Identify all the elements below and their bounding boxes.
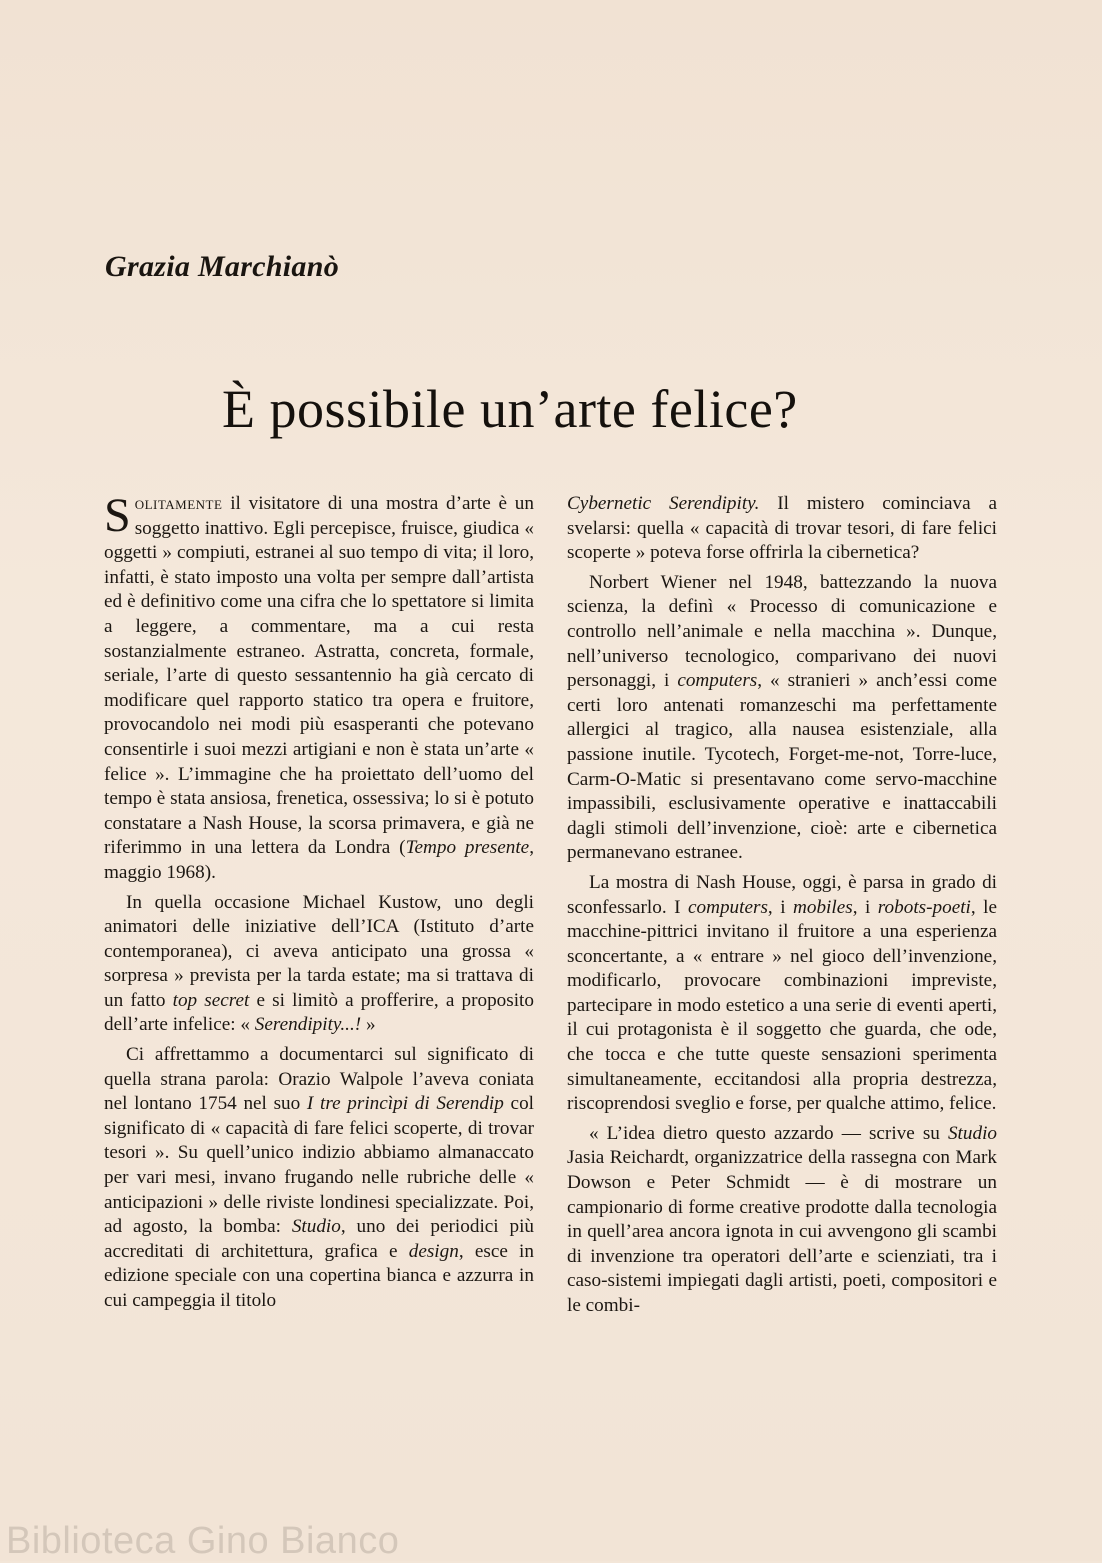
paragraph: [104, 489, 535, 886]
paragraph-text: In quella occasione Michael Kustow, uno degli animatori delle iniziative dell’ICA (Istituto d’arte contemporanea), ci aveva anticipato una grossa « sorpresa » prevista per la tarda estate; ma si trattava di un fatto: [104, 891, 534, 1011]
italic-text: I tre princìpi di Serendip: [306, 1093, 504, 1115]
italic-text: Studio: [947, 1122, 997, 1144]
italic-text: robots-poeti: [877, 896, 971, 918]
paragraph-text: Norbert Wiener nel 1948, battezzando la nuova scienza, la definì « Processo di comunicazione e controllo nell’animale e nella macchina ». Dunque, nell’universo tecnologico, comparivano dei nuovi personaggi, i: [567, 571, 997, 692]
paragraph-text: La mostra di Nash House, oggi, è parsa in grado di sconfessarlo. I: [567, 871, 997, 918]
paragraph-text: Jasia Reichardt, organizzatrice della rassegna con Mark Dowson e Peter Schmidt — è di mostrare un campionario di forme creative prodotte dalla tecnologia in quell’area ancora ignota in cui avvengono gli scambi di invenzione tra operatori dell’arte e scienziati, tra i caso-sistemi impiegati dagli artisti, poeti, compositori e le combi-: [567, 1147, 997, 1316]
paragraph: [567, 1122, 997, 1319]
paragraph-text: , le macchine-pittrici invitano il fruitore a una esperienza sconcertante, a « entrare » nel gioco dell’invenzione, modificarlo, provocare combinazioni impreviste, partecipare in modo estetico a una serie di eventi aperti, il cui protagonista è il soggetto che guarda, che ode, che tocca e che tutte queste sensazioni sperimenta simultaneamente, eccitandosi alla propria destrezza, riscoprendosi sveglio e forse, per qualche attimo, felice.: [567, 896, 997, 1115]
italic-text: Cybernetic Serendipity.: [567, 493, 760, 514]
paragraph-text: il visitatore di una mostra d’arte è un soggetto inattivo. Egli percepisce, fruisce, giudica « oggetti » compiuti, estranei al suo tempo di vita; il loro, infatti, è stato imposto una volta per sempre dall’artista ed è definitivo come una cifra che lo spettatore si limita a leggere, a commentare, ma a cui resta sostanzialmente estraneo. Astratta, concreta, formale, seriale, l’arte di questo sessantennio ha già cercato di modificare quel rapporto statico tra opera e fruitore, provocandolo nei modi più esasperanti che potevano consentirle i suoi mezzi artigiani e non è stata un’arte « felice ». L’immagine che ha proiettato dell’uomo del tempo è stata ansiosa, frenetica, ossessiva; lo si è potuto constatare a Nash House, la scorsa primavera, e già ne riferimmo in una lettera da Londra (: [104, 493, 535, 859]
paragraph-text: , maggio 1968).: [104, 837, 534, 883]
paragraph: [567, 571, 997, 866]
author-name: Grazia Marchianò: [105, 250, 340, 283]
paragraph-text: , i: [767, 896, 793, 918]
paragraph-text: Il mistero cominciava a svelarsi: quella « capacità di trovar tesori, di fare felici scoperte » poteva forse offrirla la cibernetica?: [567, 493, 997, 564]
italic-text: computers: [677, 670, 758, 692]
italic-text: top secret: [172, 989, 250, 1011]
italic-text: design: [408, 1240, 459, 1262]
small-caps-opening: olitamente: [134, 493, 223, 514]
paragraph-text: , i: [852, 896, 878, 918]
italic-text: Serendipity...!: [254, 1014, 362, 1036]
paragraph-text: col significato di « capacità di fare felici scoperte, di trovar tesori ». Su quell’unico indizio abbiamo almanaccato per vari mesi, invano frugando nelle rubriche delle « anticipazioni » delle riviste londinesi specializzate. Poi, ad agosto, la bomba:: [104, 1093, 534, 1238]
paragraph: [567, 492, 997, 566]
paragraph-text: , esce in edizione speciale con una copertina bianca e azzurra in cui campeggia il titolo: [104, 1240, 534, 1311]
paragraph: [104, 1043, 534, 1314]
italic-text: Studio: [291, 1216, 341, 1238]
paragraph-text: Ci affrettammo a documentarci sul significato di quella strana parola: Orazio Walpole l’aveva coniata nel lontano 1754 nel suo: [104, 1044, 534, 1115]
library-watermark: Biblioteca Gino Bianco: [6, 1520, 400, 1562]
paragraph-text: , uno dei periodici più accreditati di architettura, grafica e: [104, 1216, 534, 1262]
italic-text: mobiles: [793, 896, 853, 918]
paragraph-text: »: [361, 1014, 376, 1036]
text-column-left: [104, 489, 535, 1319]
article-title: È possibile un’arte felice?: [222, 379, 798, 439]
paragraph: [104, 891, 534, 1039]
paragraph: [567, 871, 997, 1117]
paragraph-text: « L’idea dietro questo azzardo — scrive su: [589, 1122, 948, 1144]
paragraph-text: , « stranieri » anch’essi come certi loro antenati romanzeschi ma perfettamente allergici al tragico, alla nausea esistenziale, alla passione inutile. Tycotech, Forget-me-not, Torre-luce, Carm-O-Matic si presentavano come servo-macchine impassibili, esclusivamente operative e inattaccabili dagli stimoli dell’invenzione, cioè: arte e cibernetica permanevano estranee.: [567, 670, 997, 864]
italic-text: Tempo presente: [405, 837, 530, 859]
italic-text: computers: [687, 896, 768, 918]
drop-cap: S: [104, 489, 131, 542]
paragraph-text: e si limitò a profferire, a proposito dell’arte infelice: «: [104, 989, 534, 1036]
text-column-right: [567, 492, 997, 1324]
